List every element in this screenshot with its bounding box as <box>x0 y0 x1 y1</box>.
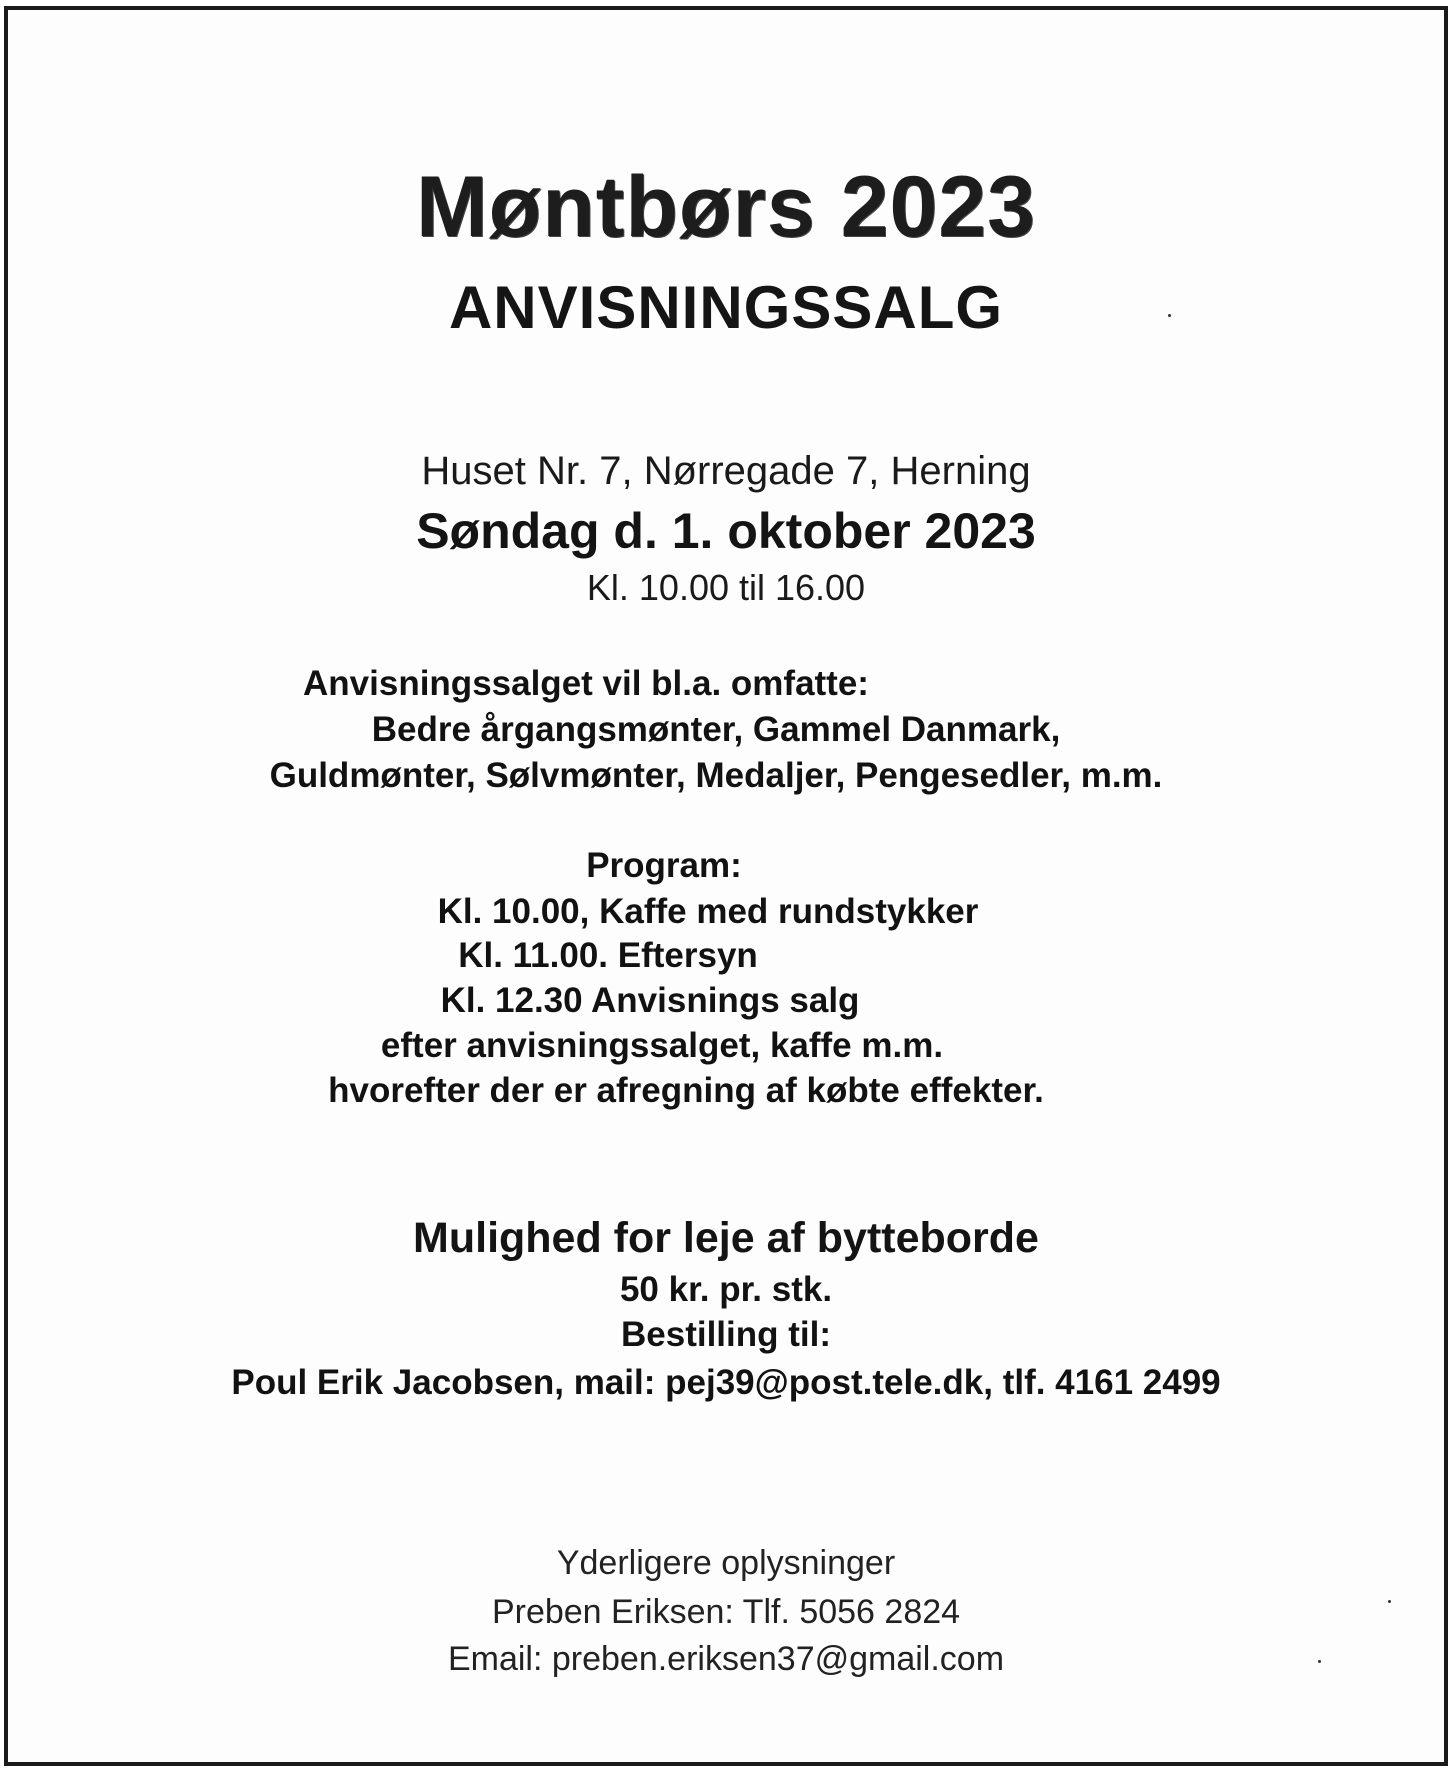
tables-heading: Mulighed for leje af bytteborde <box>413 1214 1039 1262</box>
opening-hours: Kl. 10.00 til 16.00 <box>586 567 866 608</box>
scan-speck <box>1168 314 1171 317</box>
scope-line-1: Bedre årgangsmønter, Gammel Danmark, <box>371 710 1061 749</box>
page-title: Møntbørs 2023 <box>416 159 1036 255</box>
page-subtitle: ANVISNINGSSALG <box>448 274 1004 341</box>
scope-intro: Anvisningssalget vil bl.a. omfatte: <box>303 664 869 703</box>
tables-contact: Poul Erik Jacobsen, mail: pej39@post.tele.dk, tlf. 4161 2499 <box>231 1363 1221 1402</box>
info-email: Email: preben.eriksen37@gmail.com <box>447 1640 1005 1678</box>
scope-line-2: Guldmønter, Sølvmønter, Medaljer, Pengesedler, m.m. <box>269 756 1163 795</box>
flyer-frame <box>4 6 1448 1766</box>
scan-speck <box>1318 1660 1321 1663</box>
info-heading: Yderligere oplysninger <box>556 1544 896 1582</box>
program-item: Kl. 12.30 Anvisnings salg <box>440 981 860 1020</box>
venue-address: Huset Nr. 7, Nørregade 7, Herning <box>421 449 1031 493</box>
tables-price: 50 kr. pr. stk. <box>619 1270 833 1309</box>
program-item: efter anvisningssalget, kaffe m.m. <box>380 1026 944 1065</box>
scan-speck <box>1388 1600 1391 1603</box>
program-item: hvorefter der er afregning af købte effekter. <box>328 1071 1044 1110</box>
info-phone: Preben Eriksen: Tlf. 5056 2824 <box>491 1593 961 1631</box>
program-item: Kl. 11.00. Eftersyn <box>458 936 758 975</box>
program-item: Kl. 10.00, Kaffe med rundstykker <box>437 892 979 931</box>
tables-order-label: Bestilling til: <box>621 1315 831 1354</box>
program-heading: Program: <box>586 846 742 885</box>
event-date: Søndag d. 1. oktober 2023 <box>416 503 1036 559</box>
